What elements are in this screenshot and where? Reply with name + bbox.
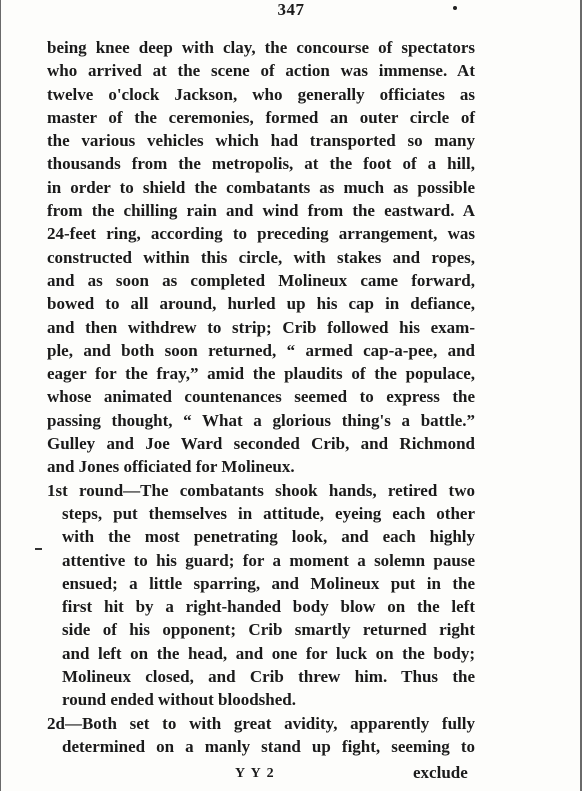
text-line: attentive to his guard; for a moment a solemn pause <box>62 550 475 570</box>
text-line: who arrived at the scene of action was immense. At <box>47 61 475 81</box>
text-line: with the most penetrating look, and each highly <box>62 527 475 547</box>
text-line: being knee deep with clay, the concourse of spectators <box>47 38 475 57</box>
text-line: twelve o'clock Jackson, who generally officiates as <box>47 84 475 104</box>
text-line: and then withdrew to strip; Crib followed his exam- <box>47 317 475 337</box>
text-line: and Jones officiated for Molineux. <box>47 457 295 477</box>
text-line: constructed within this circle, with stakes and ropes, <box>47 247 475 267</box>
paragraph-3 <box>47 712 475 759</box>
text-line: 2d—Both set to with great avidity, apparently fully <box>47 713 475 733</box>
paragraph-1 <box>47 36 475 479</box>
page-number: 347 <box>277 0 305 19</box>
text-line: in order to shield the combatants as much as possible <box>47 177 475 197</box>
text-line: ple, and both soon returned, “ armed cap-a-pee, and <box>47 340 475 360</box>
catchword: exclude <box>413 763 468 782</box>
text-line: ensued; a little sparring, and Molineux put in the <box>62 573 475 593</box>
text-line: steps, put themselves in attitude, eyeing each other <box>62 503 475 523</box>
text-line: thousands from the metropolis, at the foot of a hill, <box>47 154 475 174</box>
text-line: master of the ceremonies, formed an outer circle of <box>47 107 475 127</box>
margin-mark <box>35 548 42 550</box>
left-border <box>0 0 1 791</box>
text-line: Gulley and Joe Ward seconded Crib, and Richmond <box>47 434 475 454</box>
text-line: side of his opponent; Crib smartly returned right <box>62 620 475 640</box>
text-line: round ended without bloodshed. <box>62 690 296 710</box>
text-line: determined on a manly stand up fight, seeming to <box>62 736 475 756</box>
text-line: 1st round—The combatants shook hands, retired two <box>47 480 475 500</box>
body-text <box>47 36 475 758</box>
ink-speck <box>453 6 457 10</box>
text-line: passing thought, “ What a glorious thing's a battle.” <box>47 410 475 430</box>
signature-mark: Y Y 2 <box>235 766 276 781</box>
text-line: bowed to all around, hurled up his cap in defiance, <box>47 294 475 314</box>
paragraph-2 <box>47 479 475 712</box>
text-line: the various vehicles which had transported so many <box>47 131 475 151</box>
text-line: first hit by a right-handed body blow on the left <box>62 597 475 617</box>
text-line: whose animated countenances seemed to express the <box>47 387 475 407</box>
text-line: 24-feet ring, according to preceding arrangement, was <box>47 224 475 244</box>
text-line: eager for the fray,” amid the plaudits of the populace, <box>47 364 475 384</box>
text-line: and left on the head, and one for luck on the body; <box>62 643 475 663</box>
text-line: and as soon as completed Molineux came forward, <box>47 270 475 290</box>
text-line: from the chilling rain and wind from the eastward. A <box>47 201 475 221</box>
text-line: Molineux closed, and Crib threw him. Thus the <box>62 667 475 687</box>
